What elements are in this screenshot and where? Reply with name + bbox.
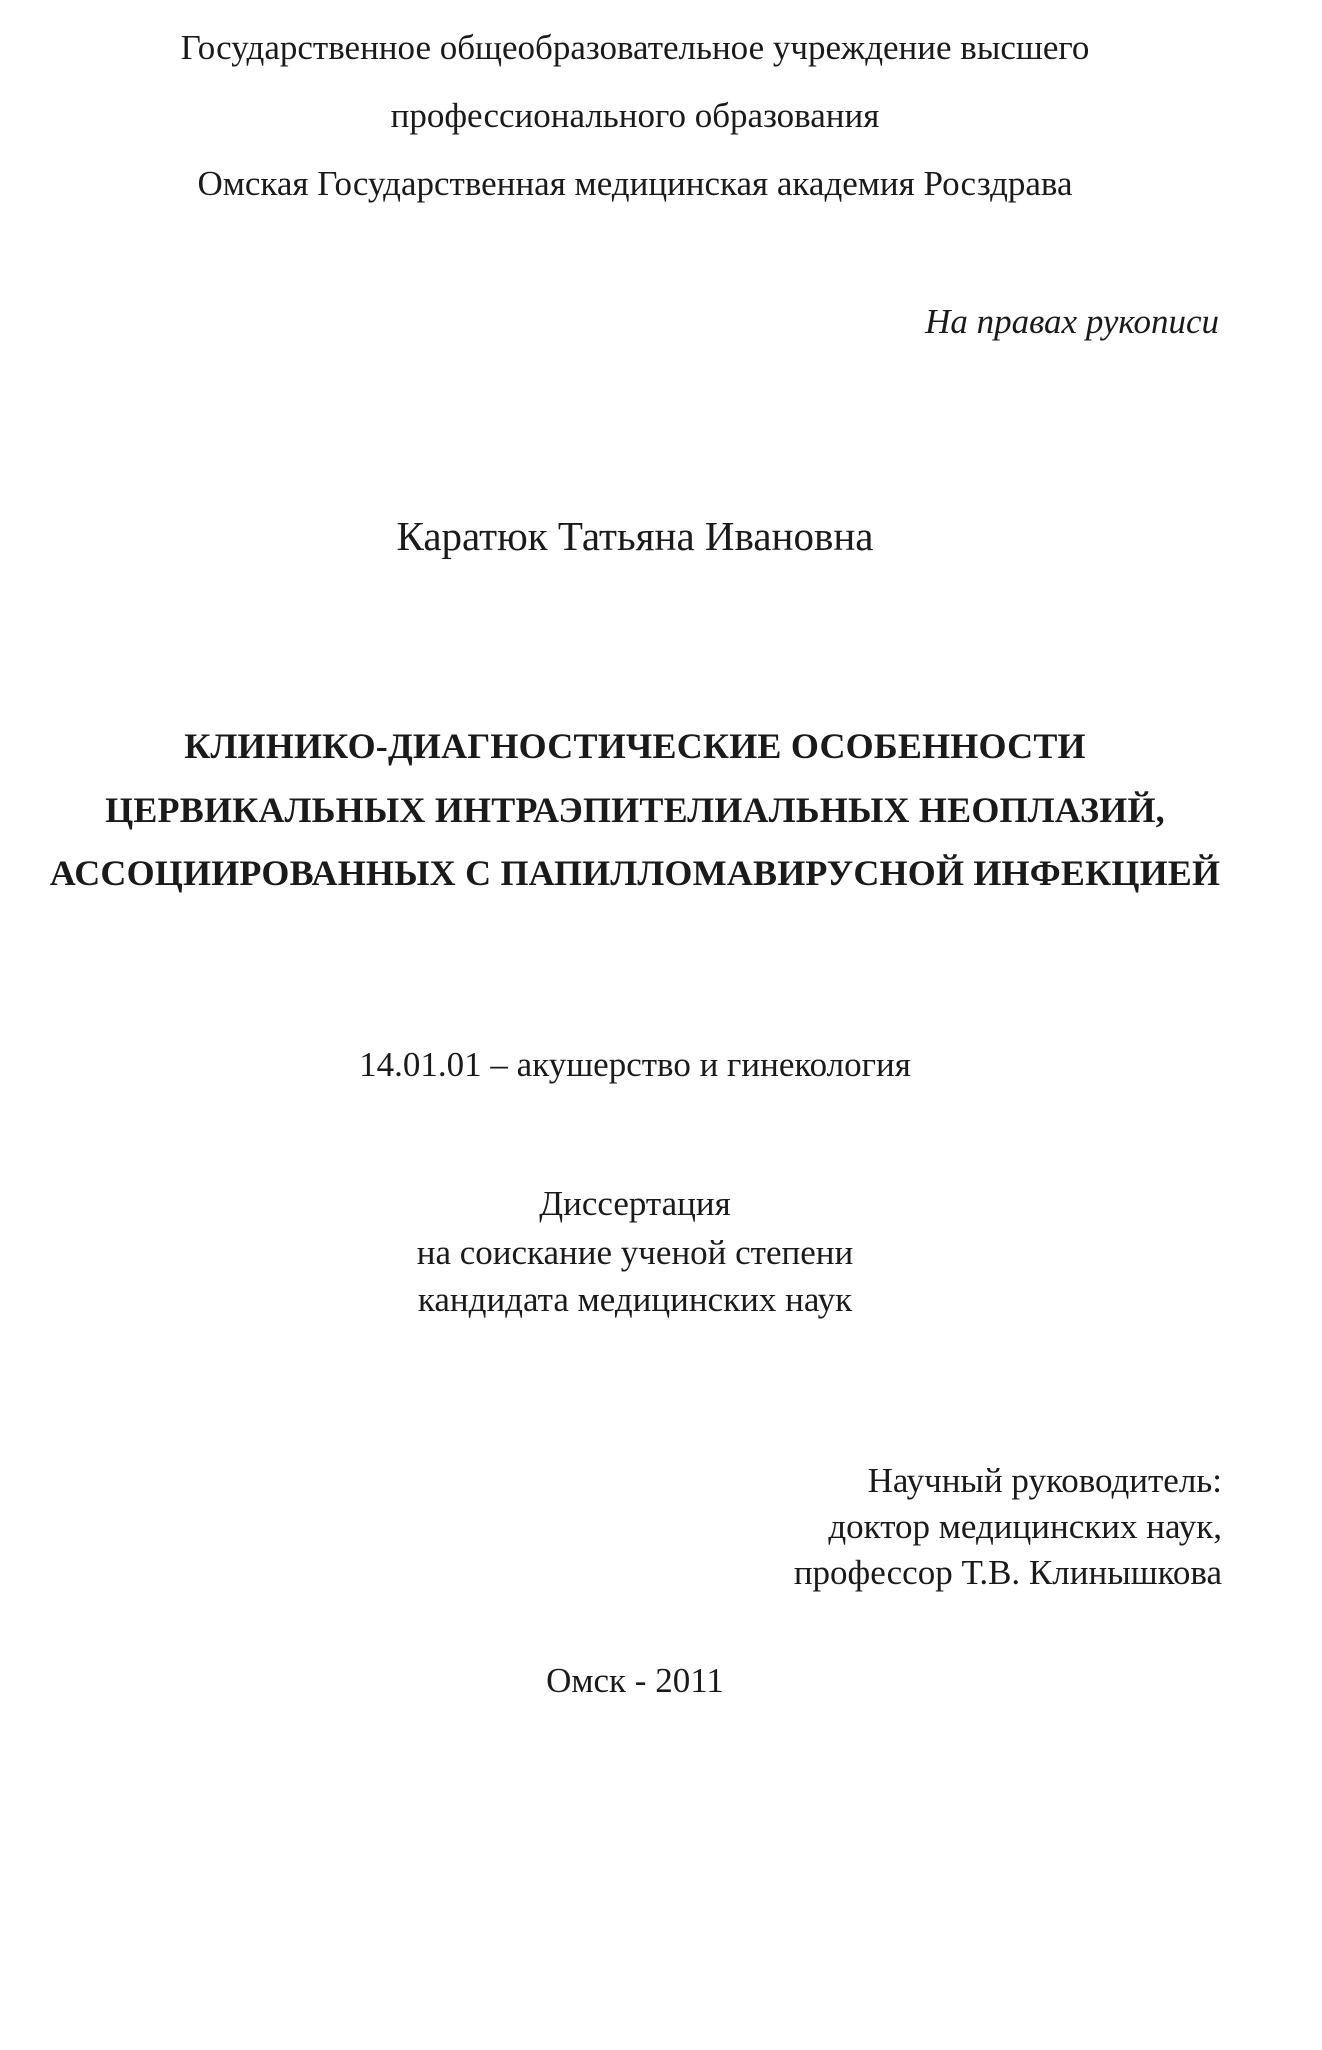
author-name: Каратюк Татьяна Ивановна xyxy=(396,513,874,559)
degree-line-3: кандидата медицинских наук xyxy=(417,1280,853,1319)
dissertation-title-line-2: ЦЕРВИКАЛЬНЫХ ИНТРАЭПИТЕЛИАЛЬНЫХ НЕОПЛАЗИЙ, xyxy=(105,790,1165,830)
supervisor-degree: доктор медицинских наук, xyxy=(828,1507,1222,1546)
institution-line-1: Государственное общеобразовательное учреждение высшего xyxy=(180,28,1090,67)
institution-line-3: Омская Государственная медицинская академия Росздрава xyxy=(197,164,1073,203)
place-year: Омск - 2011 xyxy=(546,1661,724,1700)
dissertation-title-line-3: АССОЦИИРОВАННЫХ С ПАПИЛЛОМАВИРУСНОЙ ИНФЕКЦИЕЙ xyxy=(49,853,1221,893)
supervisor-label: Научный руководитель: xyxy=(867,1461,1222,1500)
institution-line-2: профессионального образования xyxy=(390,96,880,135)
degree-line-2: на соискание ученой степени xyxy=(416,1233,854,1272)
specialty-code: 14.01.01 – акушерство и гинекология xyxy=(359,1045,911,1084)
degree-line-1: Диссертация xyxy=(539,1184,731,1223)
manuscript-note: На правах рукописи xyxy=(925,302,1219,341)
supervisor-name: профессор Т.В. Клинышкова xyxy=(793,1553,1222,1592)
dissertation-title-line-1: КЛИНИКО-ДИАГНОСТИЧЕСКИЕ ОСОБЕННОСТИ xyxy=(184,726,1086,766)
